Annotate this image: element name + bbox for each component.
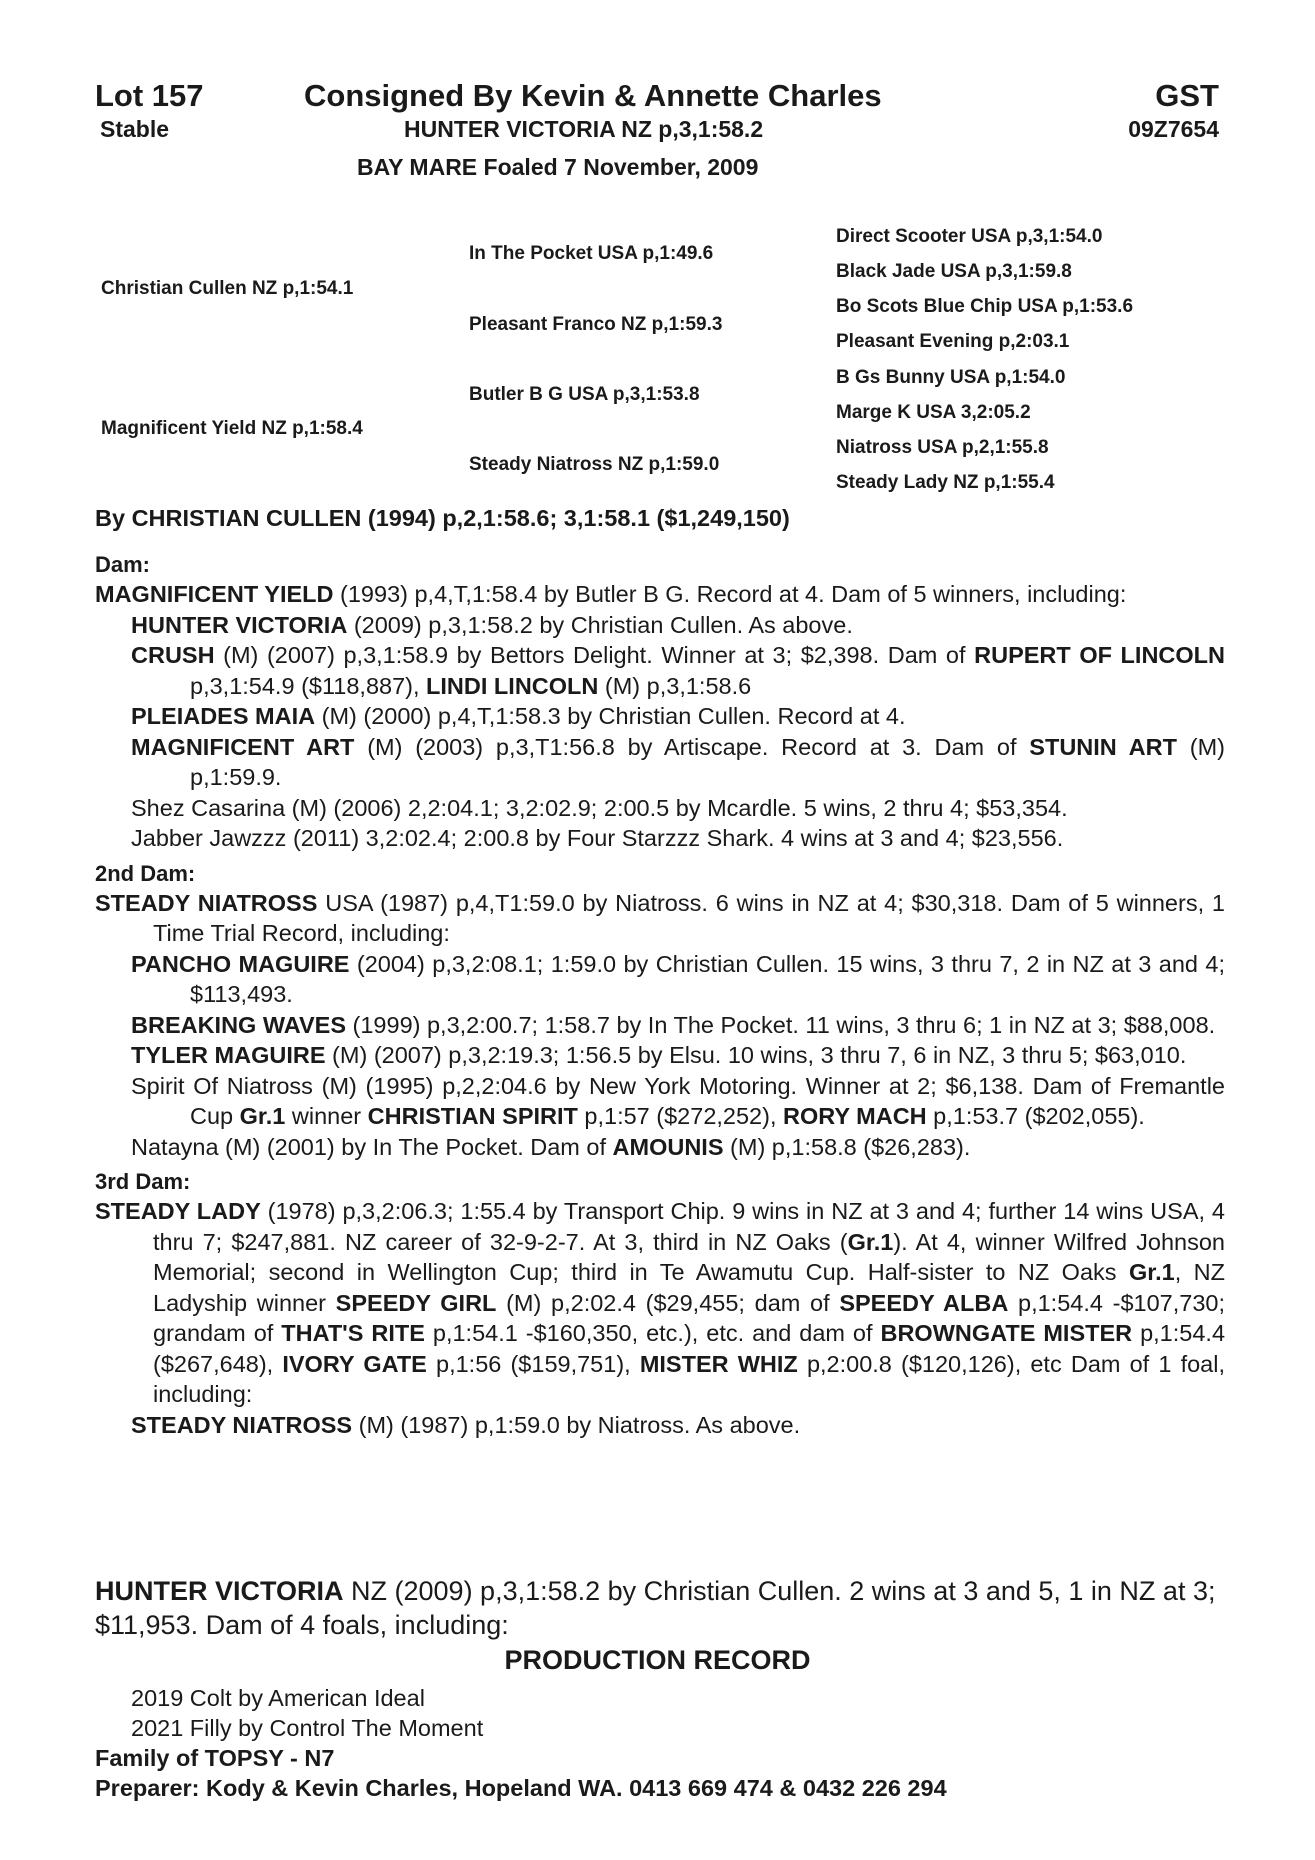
text-run: (1993) p,4,T,1:58.4 by Butler B G. Record at 4. Dam of 5 winners, including: (333, 581, 1127, 607)
bold-name: BROWNGATE MISTER (880, 1320, 1133, 1346)
progeny-entry (131, 610, 1225, 641)
text-run: (M) (2003) p,3,T1:56.8 by Artiscape. Record at 3. Dam of (354, 733, 1030, 760)
preparer-line: Preparer: Kody & Kevin Charles, Hopeland WA. 0413 669 474 & 0432 226 294 (95, 1775, 947, 1801)
text-run: (2009) p,3,1:58.2 by Christian Cullen. As above. (347, 611, 853, 638)
bold-name: MAGNIFICENT YIELD (95, 581, 334, 607)
section-entries (95, 1410, 1225, 1441)
text-run: Shez Casarina (M) (2006) 2,2:04.1; 3,2:02.9; 2:00.5 by Mcardle. 5 wins, 2 thru 4; $53,354. (131, 794, 1068, 821)
pedigree-dam: Magnificent Yield NZ p,1:58.4 (101, 418, 363, 439)
section-top-entry (95, 1196, 1225, 1410)
third-dam-section (95, 1168, 1225, 1440)
bold-name: MAGNIFICENT ART (131, 733, 355, 760)
bold-name: PANCHO MAGUIRE (131, 950, 350, 977)
bold-name: PLEIADES MAIA (131, 703, 316, 729)
bold-name: SPEEDY GIRL (335, 1289, 497, 1316)
bold-name: CHRISTIAN SPIRIT (367, 1103, 578, 1129)
text-run: (M) p,2:02.4 ($29,455; dam of (496, 1289, 840, 1316)
progeny-entry (131, 732, 1225, 793)
by-line: By CHRISTIAN CULLEN (1994) p,2,1:58.6; 3,1:58.1 ($1,249,150) (95, 505, 790, 531)
progeny-entry (131, 793, 1225, 824)
stable-label: Stable (100, 116, 170, 142)
pedigree-gen3: Steady Lady NZ p,1:55.4 (836, 472, 1055, 493)
text-run: p,2:00.8 ($120,126), etc Dam of 1 foal, including: (153, 1350, 1225, 1407)
production-item: 2021 Filly by Control The Moment (131, 1715, 484, 1741)
bold-name: HUNTER VICTORIA (131, 611, 348, 638)
bold-name: SPEEDY ALBA (839, 1289, 1009, 1316)
bold-name: TYLER MAGUIRE (131, 1042, 326, 1068)
summary-text: NZ (2009) p,3,1:58.2 by Christian Cullen. 2 wins at 3 and 5, 1 in NZ at 3; $11,953. Dam of 4 foals, including: (95, 1576, 1216, 1640)
bold-name: STUNIN ART (1029, 733, 1177, 760)
text-run: p,1:53.7 ($202,055). (926, 1103, 1145, 1129)
text-run: (2004) p,3,2:08.1; 1:59.0 by Christian Cullen. 15 wins, 3 thru 7, 2 in NZ at 3 and 4; $113,493. (190, 950, 1225, 1007)
progeny-entry (131, 640, 1225, 701)
bold-name: MISTER WHIZ (639, 1350, 798, 1377)
bold-name: STEADY LADY (95, 1198, 261, 1224)
bold-name: IVORY GATE (282, 1350, 427, 1377)
horse-name: HUNTER VICTORIA NZ p,3,1:58.2 (404, 116, 764, 142)
dam-section (95, 551, 1225, 854)
bold-name: THAT'S RITE (281, 1320, 425, 1346)
text-run: Natayna (M) (2001) by In The Pocket. Dam of (131, 1133, 613, 1160)
progeny-entry (131, 1410, 1225, 1441)
text-run: (M) p,1:59.9. (190, 733, 1225, 790)
pedigree-gen3: Niatross USA p,2,1:55.8 (836, 437, 1049, 458)
text-run: p,1:54.1 -$160,350, etc.), etc. and dam of (424, 1320, 881, 1346)
text-run: (M) (2000) p,4,T,1:58.3 by Christian Cullen. Record at 4. (315, 703, 906, 729)
pedigree-gen3: B Gs Bunny USA p,1:54.0 (836, 367, 1066, 388)
pedigree-gen2: Butler B G USA p,3,1:53.8 (469, 384, 700, 405)
section-top-entry (95, 888, 1225, 949)
pedigree-gen2: Steady Niatross NZ p,1:59.0 (469, 454, 720, 475)
progeny-entry (131, 949, 1225, 1010)
text-run: (M) (2007) p,3,2:19.3; 1:56.5 by Elsu. 10 wins, 3 thru 7, 6 in NZ, 3 thru 5; $63,010. (325, 1042, 1187, 1068)
section-title: 3rd Dam: (95, 1169, 191, 1194)
section-title: Dam: (95, 552, 151, 577)
text-run: p,1:56 ($159,751), (426, 1350, 640, 1377)
progeny-entry (131, 1040, 1225, 1071)
text-run: Jabber Jawzzz (2011) 3,2:02.4; 2:00.8 by Four Starzzz Shark. 4 wins at 3 and 4; $23,556. (131, 825, 1064, 851)
section-title: 2nd Dam: (95, 860, 196, 886)
lot-number: Lot 157 (95, 78, 204, 113)
text-run: p,1:54.4 -$107,730; grandam of (153, 1289, 1225, 1346)
bold-name: RORY MACH (783, 1103, 927, 1129)
progeny-entry (131, 1071, 1225, 1132)
text-run: , NZ Ladyship winner (153, 1259, 1225, 1316)
bold-name: STEADY NIATROSS (95, 889, 318, 916)
bold-name: Gr.1 (1128, 1259, 1175, 1285)
progeny-entry (131, 1010, 1225, 1041)
bold-name: Gr.1 (239, 1103, 286, 1129)
gst-label: GST (1155, 78, 1219, 113)
text-run: USA (1987) p,4,T1:59.0 by Niatross. 6 wins in NZ at 4; $30,318. Dam of 5 winners, 1 Time Trial Record, including: (153, 889, 1225, 946)
text-run: (1978) p,3,2:06.3; 1:55.4 by Transport Chip. 9 wins in NZ at 3 and 4; further 14 wins USA, 4 thru 7; $247,881. NZ career of 32-9-2-7. At 3, third in NZ Oaks ( (153, 1198, 1225, 1255)
summary-paragraph (95, 1574, 1225, 1642)
pedigree-gen3: Marge K USA 3,2:05.2 (836, 402, 1031, 423)
text-run: p,1:54.4 ($267,648), (153, 1320, 1226, 1377)
horse-code: 09Z7654 (1128, 116, 1219, 142)
text-run: ). At 4, winner Wilfred Johnson Memorial; second in Wellington Cup; third in Te Awamutu Cup. Half-sister to NZ Oaks (153, 1228, 1225, 1285)
bold-name: LINDI LINCOLN (426, 672, 599, 699)
text-run: (M) (2007) p,3,1:58.9 by Bettors Delight. Winner at 3; $2,398. Dam of (214, 642, 975, 668)
text-run: (M) p,3,1:58.6 (598, 672, 752, 699)
consignor: Consigned By Kevin & Annette Charles (304, 78, 882, 113)
bold-name: BREAKING WAVES (131, 1011, 346, 1038)
section-top-entry (95, 579, 1225, 610)
bold-name: CRUSH (131, 642, 215, 668)
body-sections (95, 545, 1225, 1440)
text-run: p,3,1:54.9 ($118,887), (190, 672, 427, 699)
text-run: winner (285, 1103, 368, 1129)
text-run: (M) p,1:58.8 ($26,283). (723, 1133, 971, 1160)
bold-name: AMOUNIS (612, 1133, 724, 1160)
family-line: Family of TOPSY - N7 (95, 1745, 335, 1771)
progeny-entry (131, 701, 1225, 732)
bold-name: RUPERT OF LINCOLN (974, 642, 1225, 668)
text-run: (M) (1987) p,1:59.0 by Niatross. As above. (352, 1411, 801, 1438)
progeny-entry (131, 1132, 1225, 1163)
pedigree-sire: Christian Cullen NZ p,1:54.1 (101, 278, 354, 299)
section-entries (95, 949, 1225, 1163)
production-item: 2019 Colt by American Ideal (131, 1685, 425, 1711)
second-dam-section (95, 860, 1225, 1163)
bold-name: Gr.1 (847, 1228, 894, 1255)
pedigree-gen3: Bo Scots Blue Chip USA p,1:53.6 (836, 296, 1134, 317)
pedigree-gen2: Pleasant Franco NZ p,1:59.3 (469, 314, 723, 335)
production-title: PRODUCTION RECORD (504, 1645, 811, 1675)
bold-name: STEADY NIATROSS (131, 1411, 353, 1438)
pedigree-gen3: Direct Scooter USA p,3,1:54.0 (836, 226, 1103, 247)
progeny-entry (131, 823, 1225, 854)
summary-name: HUNTER VICTORIA (95, 1576, 344, 1606)
text-run: Spirit Of Niatross (M) (1995) p,2,2:04.6 by New York Motoring. Winner at 2; $6,138. Dam of Fremantle Cup (131, 1072, 1225, 1129)
pedigree-gen3: Black Jade USA p,3,1:59.8 (836, 261, 1072, 282)
pedigree-gen2: In The Pocket USA p,1:49.6 (469, 243, 714, 264)
pedigree-gen3: Pleasant Evening p,2:03.1 (836, 331, 1070, 352)
foaled-line: BAY MARE Foaled 7 November, 2009 (357, 154, 759, 180)
text-run: (1999) p,3,2:00.7; 1:58.7 by In The Pocket. 11 wins, 3 thru 6; 1 in NZ at 3; $88,008. (346, 1011, 1216, 1038)
text-run: p,1:57 ($272,252), (577, 1103, 784, 1129)
production-list (131, 1683, 483, 1743)
section-entries (95, 610, 1225, 854)
